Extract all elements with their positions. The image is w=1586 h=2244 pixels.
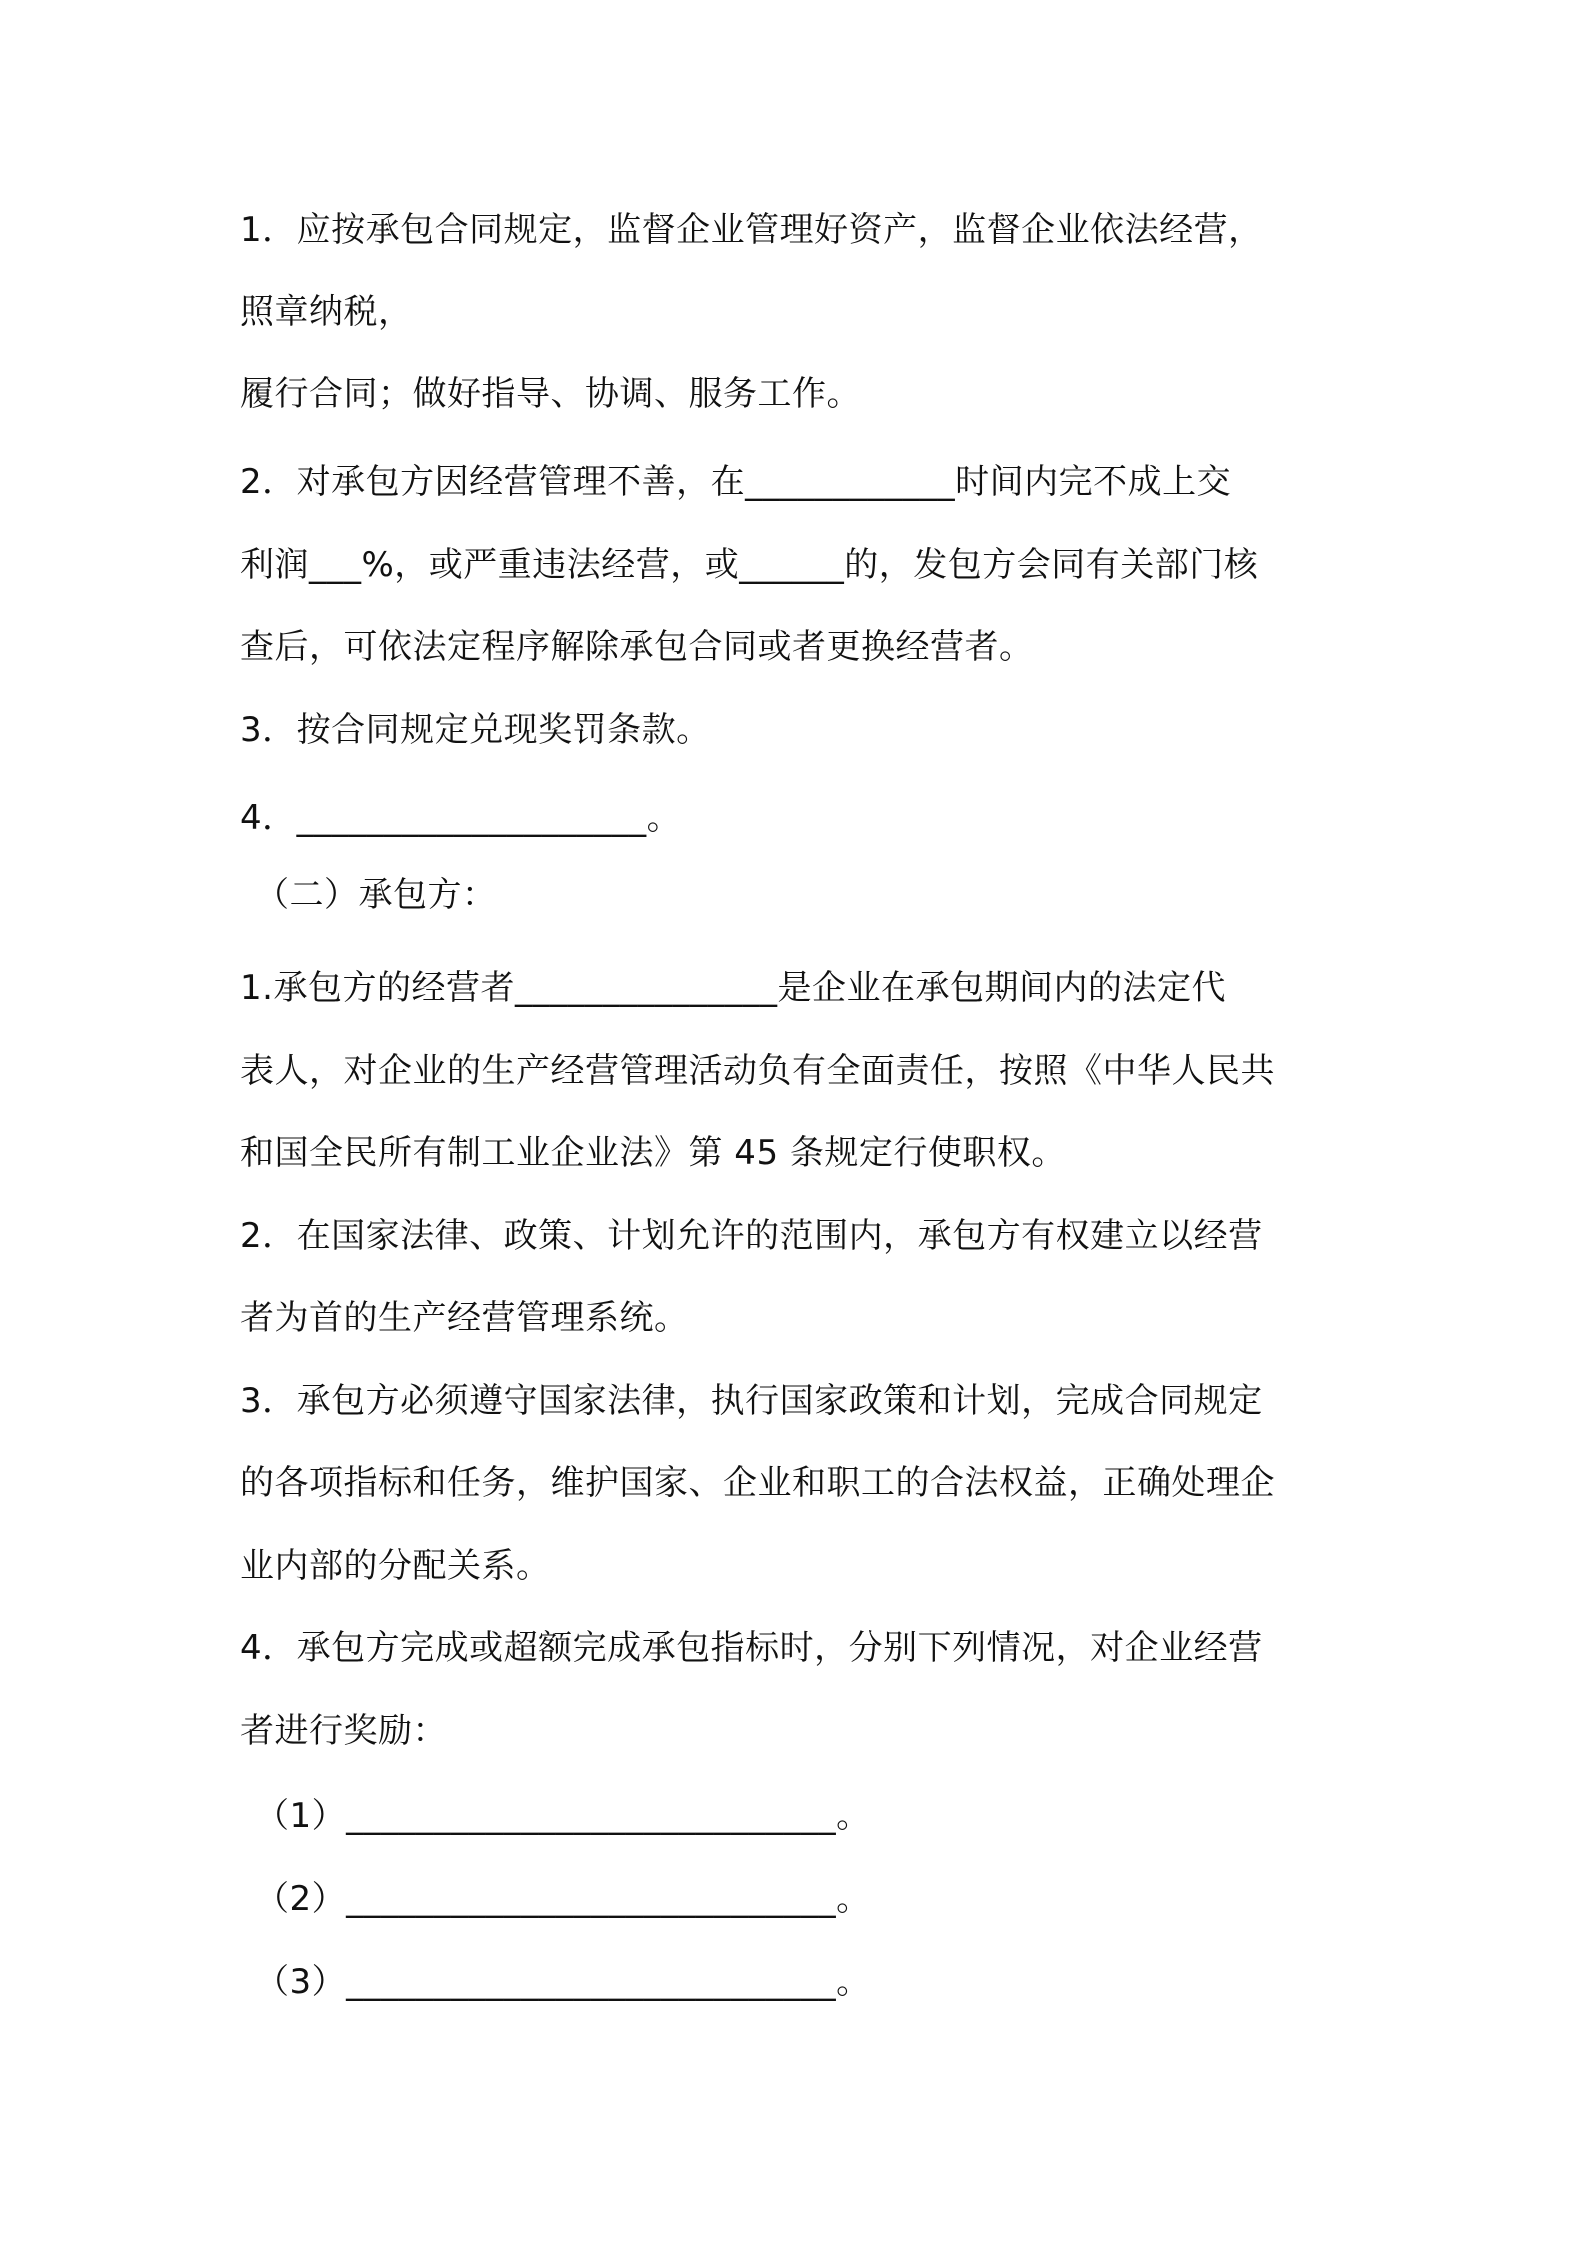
text-line: 表人，对企业的生产经营管理活动负有全面责任，按照《中华人民共 (240, 1051, 1275, 1091)
text-line: 业内部的分配关系。 (240, 1546, 551, 1586)
text-line: 3．承包方必须遵守国家法律，执行国家政策和计划，完成合同规定 (240, 1381, 1263, 1421)
list-item: （2）____________________________。 (255, 1879, 871, 1919)
text-line: 1．应按承包合同规定，监督企业管理好资产，监督企业依法经营， (240, 210, 1263, 250)
text-line: 2．在国家法律、政策、计划允许的范围内，承包方有权建立以经营 (240, 1216, 1263, 1256)
text-line: 照章纳税， (240, 292, 413, 332)
text-line: 者进行奖励： (240, 1711, 447, 1751)
text-line: 1.承包方的经营者_______________是企业在承包期间内的法定代 (240, 968, 1226, 1008)
text-line: 者为首的生产经营管理系统。 (240, 1298, 689, 1338)
text-line: 3．按合同规定兑现奖罚条款。 (240, 710, 711, 750)
text-line: 的各项指标和任务，维护国家、企业和职工的合法权益，正确处理企 (240, 1463, 1275, 1503)
text-line: 利润___%，或严重违法经营，或______的，发包方会同有关部门核 (240, 545, 1259, 585)
list-item: （3）____________________________。 (255, 1962, 871, 2002)
text-line: 2．对承包方因经营管理不善，在____________时间内完不成上交 (240, 462, 1232, 502)
text-line: 履行合同；做好指导、协调、服务工作。 (240, 374, 861, 414)
text-line: 4．____________________。 (240, 798, 682, 838)
text-line: 4．承包方完成或超额完成承包指标时，分别下列情况，对企业经营 (240, 1628, 1263, 1668)
section-heading: （二）承包方： (255, 875, 497, 915)
list-item: （1）____________________________。 (255, 1796, 871, 1836)
text-line: 查后，可依法定程序解除承包合同或者更换经营者。 (240, 627, 1034, 667)
text-line: 和国全民所有制工业企业法》第 45 条规定行使职权。 (240, 1133, 1066, 1173)
